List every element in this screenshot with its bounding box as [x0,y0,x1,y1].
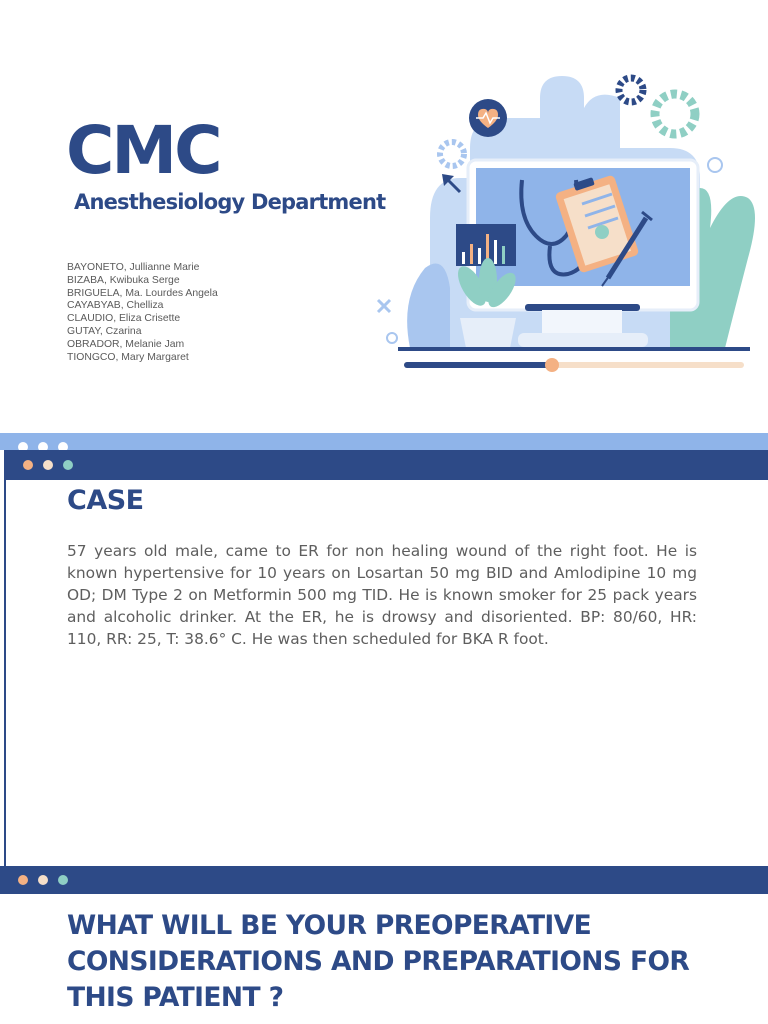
member-item: BAYONETO, Jullianne Marie [67,262,200,273]
member-item: TIONGCO, Mary Margaret [67,351,189,363]
window-dots [18,875,68,885]
dot-icon [58,875,68,885]
window-bar-dark [0,866,768,894]
heart-icon [469,99,507,137]
dot-icon [18,875,28,885]
gear-icon [440,142,464,166]
window-dots [23,460,73,470]
case-slide [0,433,768,866]
dot-icon [63,460,73,470]
title-slide [0,0,768,432]
floor-line [398,347,750,351]
dot-icon [38,875,48,885]
member-item: CLAUDIO, Eliza Crisette [67,313,181,325]
dot-icon [23,460,33,470]
member-item: GUTAY, Czarina [67,325,142,337]
member-item: CAYABYAB, Chelliza [67,300,164,312]
question-slide [0,866,768,1024]
medical-illustration [370,68,760,378]
case-heading: CASE [67,485,144,516]
gear-icon [655,94,695,134]
decorative-circle-icon [708,158,722,172]
window-bar-dark [6,450,768,480]
slide-title: CMC [66,112,220,189]
decorative-cross-icon [378,300,390,312]
slide-subtitle: Anesthesiology Department [74,190,386,214]
member-item: OBRADOR, Melanie Jam [67,338,185,350]
case-description: 57 years old male, came to ER for non healing wound of the right foot. He is known hypertensive for 10 years on Losartan 50 mg BID and Amlodipine 10 mg OD; DM Type 2 on Metformin 500 mg TID. He is known smoker for 25 pack years and alcoholic drinker. At the ER, he is drowsy and disoriented. BP: 80/60, HR: 110, RR: 25, T: 38.6° C. He was then scheduled for BKA R foot. [67,542,697,648]
decorative-circle-icon [387,333,397,343]
question-heading: WHAT WILL BE YOUR PREOPERATIVE CONSIDERATIONS AND PREPARATIONS FOR THIS PATIENT ? [67,910,690,1013]
member-item: BIZABA, Kwibuka Serge [67,274,180,286]
dot-icon [43,460,53,470]
member-list [67,262,218,364]
window-border [4,450,6,866]
progress-slider [404,358,744,372]
window-bar-light [0,433,768,450]
gear-icon [619,78,643,102]
member-item: BRIGUELA, Ma. Lourdes Angela [67,287,218,299]
